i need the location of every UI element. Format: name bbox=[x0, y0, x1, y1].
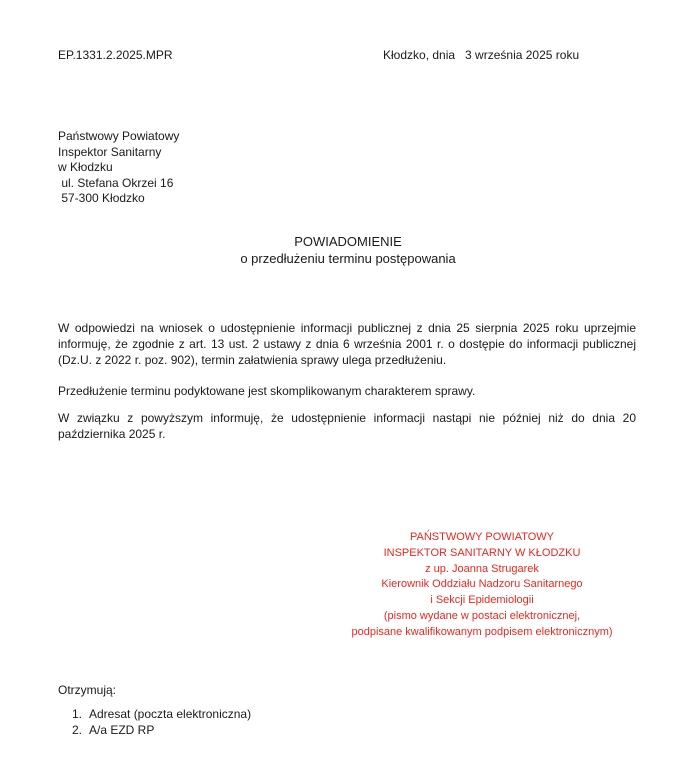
signature-line: Kierownik Oddziału Nadzoru Sanitarnego bbox=[381, 578, 583, 591]
signature-line: INSPEKTOR SANITARNY W KŁODZKU bbox=[383, 546, 581, 559]
addressee-line: Inspektor Sanitarny bbox=[58, 144, 162, 159]
recipients-label: Otrzymują: bbox=[58, 683, 117, 697]
signature-line: z up. Joanna Strugarek bbox=[425, 562, 539, 575]
signature-line: podpisane kwalifikowanym podpisem elektronicznym) bbox=[351, 625, 613, 638]
addressee-block bbox=[58, 129, 179, 207]
body-paragraph: W związku z powyższym informuję, że udostępnienie informacji nastąpi nie później niż do dnia 20 października 2025 r. bbox=[58, 411, 636, 441]
document-subtitle: o przedłużeniu terminu postępowania bbox=[240, 251, 456, 266]
list-item-text: Adresat (poczta elektroniczna) bbox=[89, 707, 252, 721]
signature-line: PAŃSTWOWY POWIATOWY bbox=[409, 531, 555, 543]
document-title-block bbox=[0, 233, 696, 267]
document-title: POWIADOMIENIE bbox=[294, 234, 402, 249]
list-item bbox=[58, 707, 251, 723]
body-paragraph: Przedłużenie terminu podyktowane jest skomplikowanym charakterem sprawy. bbox=[58, 384, 476, 398]
addressee-line: Państwowy Powiatowy bbox=[58, 129, 180, 143]
addressee-line: 57-300 Kłodzko bbox=[58, 191, 145, 205]
recipients-list bbox=[58, 707, 251, 738]
list-item-number: 2. bbox=[71, 722, 82, 737]
addressee-line: w Kłodzku bbox=[58, 160, 113, 174]
document-reference: EP.1331.2.2025.MPR bbox=[58, 48, 173, 62]
signature-line: i Sekcji Epidemiologii bbox=[430, 594, 534, 607]
signature-line: (pismo wydane w postaci elektronicznej, bbox=[383, 609, 581, 622]
list-item-text: A/a EZD RP bbox=[89, 722, 155, 737]
list-item bbox=[58, 723, 251, 739]
list-item-number: 1. bbox=[71, 707, 82, 721]
document-date: Kłodzko, dnia 3 września 2025 roku bbox=[383, 48, 580, 62]
signature-block bbox=[327, 530, 637, 641]
addressee-line: ul. Stefana Okrzei 16 bbox=[58, 175, 174, 190]
body-paragraph: W odpowiedzi na wniosek o udostępnienie informacji publicznej z dnia 25 sierpnia 2025 roku uprzejmie informuję, że zgodnie z art. 13 ust. 2 ustawy z dnia 6 września 2001 r. o dostępie do informacji publicznej (Dz.U. z 2022 r. poz. 902), termin załatwienia sprawy ulega przedłużeniu. bbox=[58, 321, 636, 367]
